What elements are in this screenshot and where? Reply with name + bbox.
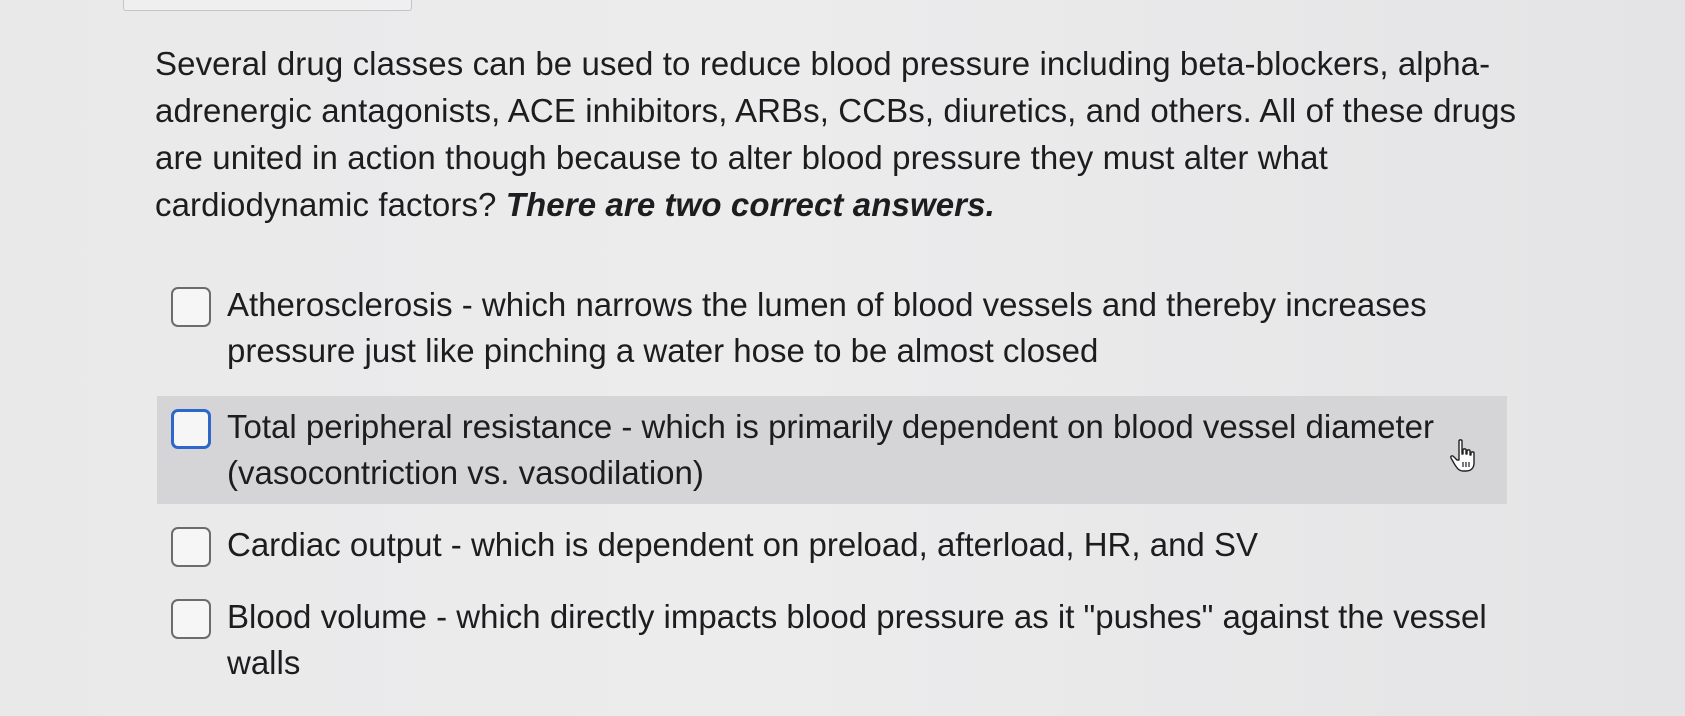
option-label: Blood volume - which directly impacts blood pressure as it "pushes" against the vessel walls xyxy=(227,598,1487,681)
answer-options xyxy=(157,278,1507,708)
question-instruction: There are two correct answers. xyxy=(505,186,995,223)
answer-option-cardiac-output[interactable] xyxy=(157,518,1507,576)
question-text: Several drug classes can be used to reduce blood pressure including beta-blockers, alpha-adrenergic antagonists, ACE inhibitors, ARBs, CCBs, diuretics, and others. All of these drugs are united in action though because to alter blood pressure they must alter what cardiodynamic factors? xyxy=(155,45,1517,223)
checkbox-empty-icon[interactable] xyxy=(171,599,211,639)
top-panel-edge xyxy=(123,0,412,11)
checkbox-empty-icon[interactable] xyxy=(171,409,211,449)
checkbox-empty-icon[interactable] xyxy=(171,527,211,567)
option-label: Atherosclerosis - which narrows the lumen of blood vessels and thereby increases pressure just like pinching a water hose to be almost closed xyxy=(227,286,1427,369)
option-label: Total peripheral resistance - which is primarily dependent on blood vessel diameter (vasocontriction vs. vasodilation) xyxy=(227,408,1434,491)
answer-option-blood-volume[interactable] xyxy=(157,590,1507,694)
question-prompt xyxy=(155,40,1535,228)
option-label: Cardiac output - which is dependent on preload, afterload, HR, and SV xyxy=(227,526,1258,563)
checkbox-empty-icon[interactable] xyxy=(171,287,211,327)
hand-pointer-icon xyxy=(1449,438,1479,474)
answer-option-total-peripheral-resistance[interactable] xyxy=(157,396,1507,504)
answer-option-atherosclerosis[interactable] xyxy=(157,278,1507,382)
